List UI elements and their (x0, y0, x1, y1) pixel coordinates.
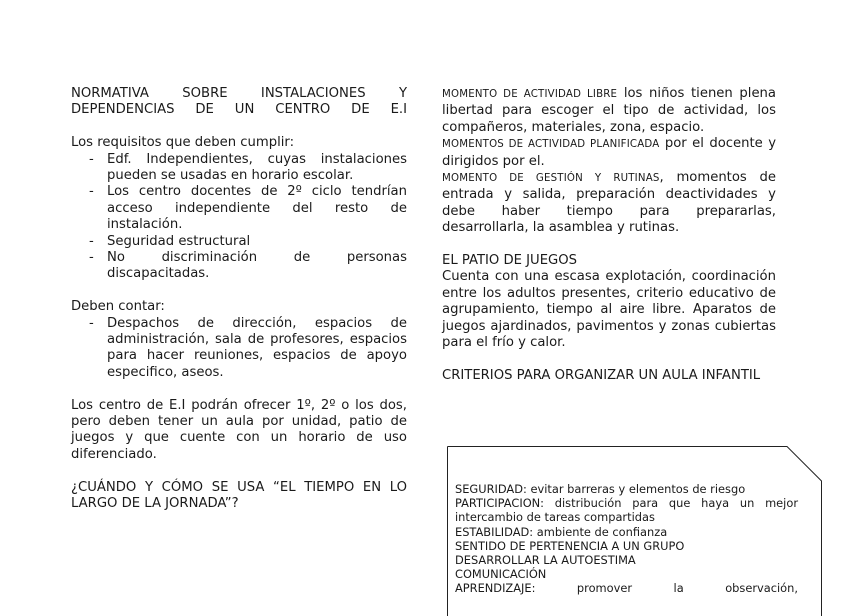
criterios-box (447, 446, 822, 616)
actividad-planificada-text: por el docente y dirigidos por el. (442, 136, 777, 169)
patio-paragraph: Cuenta con una escasa explotación, coordinación entre los adultos presentes, criterio educativo de agrupamiento, tiempo al aire libre. Aparatos de juegos ajardinados, pavimentos y zonas cubiertas para el frío y calor. (442, 269, 776, 351)
patio-title: EL PATIO DE JUEGOS (442, 253, 578, 269)
actividad-planificada-label: MOMENTOS DE ACTIVIDAD PLANIFICADA (442, 139, 660, 151)
left-column (71, 86, 407, 513)
criterios-heading: CRITERIOS PARA ORGANIZAR UN AULA INFANTIL (442, 367, 761, 383)
list-item: - No discriminación de personas discapacitadas. (71, 250, 407, 283)
list-item: - Seguridad estructural (71, 234, 407, 250)
list-item: - Despachos de dirección, espacios de administración, sala de profesores, espacios para hacer reuniones, espacios de apoyo especifico, aseos. (71, 316, 407, 382)
criterio-line: PARTICIPACION: distribución para que haya un mejor intercambio de tareas compartidas (455, 496, 798, 525)
deben-intro: Deben contar: (71, 299, 165, 315)
deben-list (71, 316, 407, 382)
actividad-libre-label: MOMENTO DE ACTIVIDAD LIBRE (442, 89, 618, 100)
centros-paragraph: Los centro de E.I podrán ofrecer 1º, 2º o los dos, pero deben tener un aula por unidad, patio de juegos y que cuente con un horario de uso diferenciado. (71, 397, 407, 462)
list-item: - Edf. Independientes, cuyas instalaciones pueden se usadas en horario escolar. (71, 152, 407, 185)
actividad-libre-paragraph (442, 86, 776, 136)
criterios-box-content (455, 482, 798, 596)
section-title-normativa: NORMATIVA SOBRE INSTALACIONES Y DEPENDENCIAS DE UN CENTRO DE E.I (71, 86, 407, 118)
criterio-line: COMUNICACIÓN (455, 567, 547, 582)
requisitos-list (71, 152, 407, 283)
requisitos-intro: Los requisitos que deben cumplir: (71, 135, 295, 151)
gestion-rutinas-label: MOMENTO DE GESTIÓN Y RUTINAS (442, 173, 660, 185)
actividad-planificada-paragraph (442, 136, 776, 170)
criterio-line: DESARROLLAR LA AUTOESTIMA (455, 553, 636, 568)
gestion-rutinas-paragraph (442, 170, 776, 237)
list-item: - Los centro docentes de 2º ciclo tendrían acceso independiente del resto de instalación. (71, 184, 407, 233)
right-column (442, 86, 776, 384)
criterio-line: ESTABILIDAD: ambiente de confianza (455, 524, 668, 539)
criterio-line: SEGURIDAD: evitar barreras y elementos de riesgo (455, 482, 746, 496)
criterio-line: SENTIDO DE PERTENENCIA A UN GRUPO (455, 538, 685, 553)
gestion-rutinas-text: , momentos de entrada y salida, preparación deactividades y debe haber tiempo para prepararlas, desarrollarla, la asamblea y rutinas. (442, 170, 776, 236)
pregunta-heading: ¿CUÁNDO Y CÓMO SE USA “EL TIEMPO EN LO LARGO DE LA JORNADA”? (71, 479, 407, 512)
actividad-libre-text: los niños tienen plena libertad para escoger el tipo de actividad, los compañeros, materiales, zona, espacio. (442, 86, 776, 135)
criterio-line: APRENDIZAJE: promover la observación, (455, 581, 798, 596)
